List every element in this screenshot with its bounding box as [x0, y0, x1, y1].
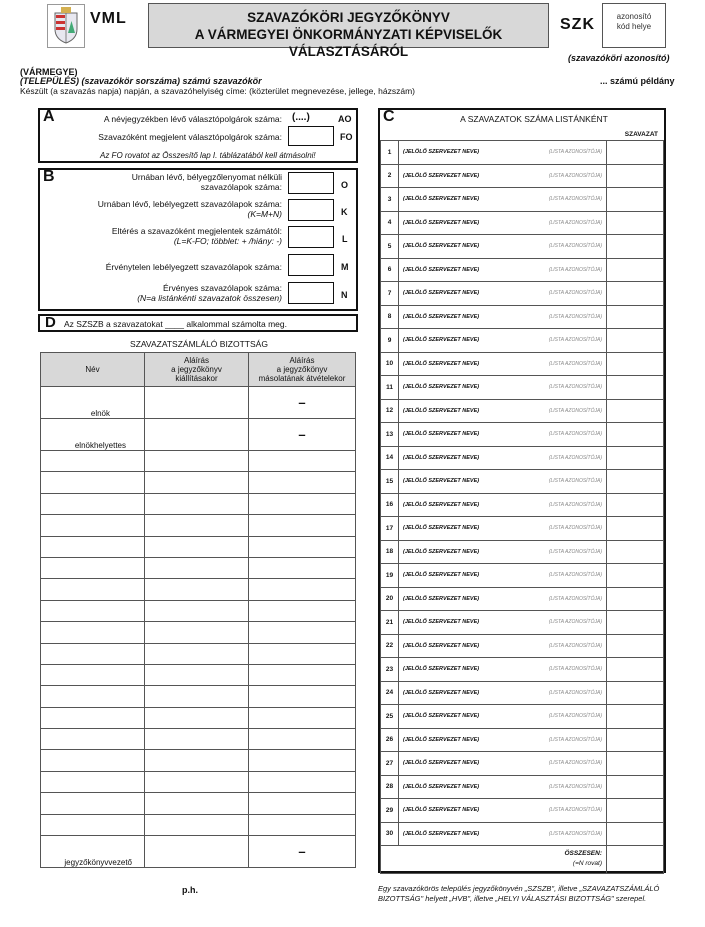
table-row[interactable]	[41, 729, 356, 750]
table-row[interactable]	[41, 814, 356, 835]
list-row-number: 30	[381, 822, 399, 846]
table-row[interactable]	[41, 451, 356, 472]
list-votes-field[interactable]	[607, 423, 664, 447]
list-row-number: 4	[381, 211, 399, 235]
list-row-number: 12	[381, 399, 399, 423]
station-id: (szavazóköri azonosító)	[568, 53, 670, 63]
code-ao: AO	[338, 114, 352, 124]
table-row[interactable]	[41, 493, 356, 514]
list-votes-field[interactable]	[607, 728, 664, 752]
list-row-number: 6	[381, 258, 399, 282]
total-label	[564, 849, 602, 869]
section-c-letter: C	[383, 108, 395, 125]
b-row-m-field[interactable]	[288, 254, 334, 276]
list-row	[381, 188, 664, 212]
list-identifier: (LISTA AZONOSÍTÓJA)	[548, 783, 602, 790]
code-o: O	[341, 180, 349, 190]
table-row	[41, 419, 356, 451]
list-row-number: 18	[381, 540, 399, 564]
list-row	[381, 446, 664, 470]
list-votes-field[interactable]	[607, 775, 664, 799]
section-c-title: A SZAVAZATOK SZÁMA LISTÁNKÉNT	[460, 114, 608, 124]
list-row-number: 27	[381, 752, 399, 776]
section-d	[38, 314, 358, 332]
vice-chair-name[interactable]: elnökhelyettes	[41, 419, 145, 451]
list-row	[381, 352, 664, 376]
total-votes-field[interactable]	[607, 846, 664, 874]
table-row[interactable]	[41, 557, 356, 578]
list-row	[381, 235, 664, 259]
table-row[interactable]	[41, 579, 356, 600]
list-row-org	[399, 376, 607, 400]
list-row-org	[399, 141, 607, 165]
list-row	[381, 493, 664, 517]
list-row-number: 11	[381, 376, 399, 400]
nominating-org-name: (JELÖLŐ SZERVEZET NEVE)	[403, 666, 480, 672]
list-row-number: 19	[381, 564, 399, 588]
list-identifier: (LISTA AZONOSÍTÓJA)	[548, 666, 602, 672]
list-identifier: (LISTA AZONOSÍTÓJA)	[548, 360, 602, 367]
b-row-l-label	[60, 226, 282, 246]
code-box-line-1: azonosító	[616, 12, 652, 21]
nominating-org-name: (JELÖLŐ SZERVEZET NEVE)	[403, 407, 480, 414]
list-row-number: 2	[381, 164, 399, 188]
col-sign-issue	[145, 353, 249, 387]
settlement-line: (TELEPÜLÉS) (szavazókör sorszáma) számú szavazókör	[20, 76, 262, 86]
code-box	[602, 3, 666, 48]
nominating-org-name: (JELÖLŐ SZERVEZET NEVE)	[403, 196, 480, 202]
nominating-org-name: (JELÖLŐ SZERVEZET NEVE)	[403, 360, 480, 367]
list-row-number: 29	[381, 799, 399, 823]
section-b-letter: B	[43, 168, 55, 185]
list-votes-table	[380, 140, 664, 874]
list-votes-field[interactable]	[607, 634, 664, 658]
col-sign-issue-l2: a jegyzőkönyv	[171, 365, 222, 374]
list-row-org	[399, 211, 607, 235]
nominating-org-name: (JELÖLŐ SZERVEZET NEVE)	[403, 290, 480, 296]
nominating-org-name: (JELÖLŐ SZERVEZET NEVE)	[403, 219, 480, 226]
list-identifier: (LISTA AZONOSÍTÓJA)	[548, 501, 602, 508]
list-identifier: (LISTA AZONOSÍTÓJA)	[548, 172, 602, 179]
county-line: (VÁRMEGYE)	[20, 67, 78, 77]
list-votes-field[interactable]	[607, 705, 664, 729]
list-row-number: 3	[381, 188, 399, 212]
committee-title: SZAVAZATSZÁMLÁLÓ BIZOTTSÁG	[130, 339, 268, 349]
list-votes-field[interactable]	[607, 399, 664, 423]
code-box-line-2: kód helye	[616, 22, 652, 31]
list-row-number: 26	[381, 728, 399, 752]
list-votes-field[interactable]	[607, 141, 664, 165]
section-c	[378, 108, 666, 873]
list-row	[381, 470, 664, 494]
list-row-number: 22	[381, 634, 399, 658]
list-votes-field[interactable]	[607, 470, 664, 494]
table-row[interactable]	[41, 771, 356, 792]
col-sign-copy-l3: másolatának átvételekor	[258, 374, 346, 383]
nominating-org-name: (JELÖLŐ SZERVEZET NEVE)	[403, 525, 480, 531]
code-n: N	[341, 290, 348, 300]
table-row[interactable]	[41, 643, 356, 664]
list-row-org	[399, 752, 607, 776]
list-identifier: (LISTA AZONOSÍTÓJA)	[548, 149, 602, 155]
list-identifier: (LISTA AZONOSÍTÓJA)	[548, 619, 602, 625]
table-row[interactable]	[41, 515, 356, 536]
nominating-org-name: (JELÖLŐ SZERVEZET NEVE)	[403, 642, 480, 649]
nominating-org-name: (JELÖLŐ SZERVEZET NEVE)	[403, 431, 480, 437]
table-row[interactable]	[41, 750, 356, 771]
table-row[interactable]	[41, 686, 356, 707]
list-row	[381, 775, 664, 799]
list-row-number: 8	[381, 305, 399, 329]
section-d-text: Az SZSZB a szavazatokat ____ alkalommal számolta meg.	[64, 319, 287, 329]
copy-number: ... számú példány	[600, 76, 675, 86]
section-a-note: Az FO rovatot az Összesítő lap I. táblázatából kell átmásolni!	[100, 151, 316, 160]
list-identifier: (LISTA AZONOSÍTÓJA)	[548, 525, 602, 531]
list-row-org	[399, 681, 607, 705]
list-identifier: (LISTA AZONOSÍTÓJA)	[548, 219, 602, 226]
footnote: Egy szavazókörös település jegyzőkönyvén „SZSZB", illetve „SZAVAZATSZÁMLÁLÓ BIZOTTSÁG" helyett „HVB", illetve „HELYI VÁLASZTÁSI BIZOTTSÁG" szerepel.	[378, 884, 660, 903]
nominating-org-name: (JELÖLŐ SZERVEZET NEVE)	[403, 713, 480, 719]
list-row-number: 15	[381, 470, 399, 494]
list-row-org	[399, 305, 607, 329]
list-identifier: (LISTA AZONOSÍTÓJA)	[548, 478, 602, 484]
list-identifier: (LISTA AZONOSÍTÓJA)	[548, 736, 602, 743]
list-identifier: (LISTA AZONOSÍTÓJA)	[548, 572, 602, 578]
list-row	[381, 423, 664, 447]
nominating-org-name: (JELÖLŐ SZERVEZET NEVE)	[403, 337, 480, 343]
list-row-org	[399, 587, 607, 611]
b-row-k-label	[60, 199, 282, 219]
list-identifier: (LISTA AZONOSÍTÓJA)	[548, 807, 602, 813]
list-row-org	[399, 446, 607, 470]
list-row-number: 28	[381, 775, 399, 799]
nominating-org-name: (JELÖLŐ SZERVEZET NEVE)	[403, 172, 480, 179]
col-sign-copy-l2: a jegyzőkönyv	[276, 365, 328, 374]
list-row	[381, 517, 664, 541]
recorder-name[interactable]: jegyzőkönyvvezető	[41, 836, 145, 868]
nominating-org-name: (JELÖLŐ SZERVEZET NEVE)	[403, 548, 480, 555]
votes-column-label: SZAVAZAT	[624, 131, 658, 138]
list-row-org	[399, 822, 607, 846]
list-row-org	[399, 235, 607, 259]
list-row-org	[399, 705, 607, 729]
nominating-org-name: (JELÖLŐ SZERVEZET NEVE)	[403, 736, 480, 743]
list-row-org	[399, 188, 607, 212]
list-row-org	[399, 329, 607, 353]
nominating-org-name: (JELÖLŐ SZERVEZET NEVE)	[403, 501, 480, 508]
list-identifier: (LISTA AZONOSÍTÓJA)	[548, 337, 602, 343]
code-l: L	[342, 234, 348, 244]
list-votes-field[interactable]	[607, 493, 664, 517]
registered-voters-label: A névjegyzékben lévő választópolgárok száma:	[103, 114, 282, 124]
list-identifier: (LISTA AZONOSÍTÓJA)	[548, 689, 602, 696]
nominating-org-name: (JELÖLŐ SZERVEZET NEVE)	[403, 619, 480, 625]
list-row	[381, 211, 664, 235]
list-identifier: (LISTA AZONOSÍTÓJA)	[548, 760, 602, 766]
vml-label: VML	[90, 10, 127, 27]
list-row-org	[399, 399, 607, 423]
code-k: K	[341, 207, 348, 217]
table-row[interactable]	[41, 472, 356, 493]
b-row-l-field[interactable]	[288, 226, 334, 248]
list-row	[381, 329, 664, 353]
nominating-org-name: (JELÖLŐ SZERVEZET NEVE)	[403, 149, 480, 155]
nominating-org-name: (JELÖLŐ SZERVEZET NEVE)	[403, 313, 480, 320]
table-row[interactable]	[41, 600, 356, 621]
nominating-org-name: (JELÖLŐ SZERVEZET NEVE)	[403, 572, 480, 578]
list-identifier: (LISTA AZONOSÍTÓJA)	[548, 196, 602, 202]
list-votes-field[interactable]	[607, 564, 664, 588]
nominating-org-name: (JELÖLŐ SZERVEZET NEVE)	[403, 760, 480, 766]
list-row	[381, 564, 664, 588]
list-row-number: 14	[381, 446, 399, 470]
col-sign-issue-l1: Aláírás	[184, 356, 209, 365]
vice-chair-sign-copy: –	[249, 419, 356, 451]
list-row-number: 25	[381, 705, 399, 729]
nominating-org-name: (JELÖLŐ SZERVEZET NEVE)	[403, 266, 480, 273]
code-fo: FO	[340, 132, 353, 142]
appeared-voters-label: Szavazóként megjelent választópolgárok száma:	[98, 132, 282, 142]
list-identifier: (LISTA AZONOSÍTÓJA)	[548, 290, 602, 296]
list-votes-field[interactable]	[607, 188, 664, 212]
nominating-org-name: (JELÖLŐ SZERVEZET NEVE)	[403, 478, 480, 484]
list-votes-field[interactable]	[607, 611, 664, 635]
list-row-number: 21	[381, 611, 399, 635]
section-a	[38, 108, 358, 163]
committee-table	[40, 352, 356, 868]
list-votes-field[interactable]	[607, 799, 664, 823]
list-votes-field[interactable]	[607, 587, 664, 611]
total-label-line1: ÖSSZESEN:	[564, 850, 602, 857]
list-row	[381, 587, 664, 611]
list-row-number: 10	[381, 352, 399, 376]
list-row	[381, 540, 664, 564]
list-row-org	[399, 728, 607, 752]
appeared-voters-field[interactable]	[288, 126, 334, 146]
list-identifier: (LISTA AZONOSÍTÓJA)	[548, 313, 602, 320]
b-row-l-label1: Eltérés a szavazóként megjelentek számától:	[111, 226, 282, 236]
section-c-header	[380, 108, 664, 138]
list-row-org	[399, 775, 607, 799]
list-row	[381, 164, 664, 188]
list-row	[381, 822, 664, 846]
b-row-n-label2: (N=a listánkénti szavazatok összesen)	[137, 293, 282, 303]
list-identifier: (LISTA AZONOSÍTÓJA)	[548, 548, 602, 555]
list-row	[381, 752, 664, 776]
list-row-org	[399, 258, 607, 282]
list-row-org	[399, 423, 607, 447]
list-row-number: 1	[381, 141, 399, 165]
list-row	[381, 634, 664, 658]
nominating-org-name: (JELÖLŐ SZERVEZET NEVE)	[403, 454, 480, 461]
section-a-letter: A	[43, 108, 55, 125]
list-row-org	[399, 493, 607, 517]
total-label-line2: (=N rovat)	[572, 860, 602, 867]
list-row	[381, 399, 664, 423]
b-row-o-label	[60, 172, 282, 192]
list-votes-field[interactable]	[607, 681, 664, 705]
list-row-number: 5	[381, 235, 399, 259]
table-row[interactable]	[41, 707, 356, 728]
b-row-l-label2: (L=K-FO; többlet: + /hiány: -)	[173, 236, 282, 246]
list-votes-field[interactable]	[607, 164, 664, 188]
chair-sign-issue[interactable]	[145, 387, 249, 419]
list-row	[381, 728, 664, 752]
crest-icon	[51, 7, 81, 45]
recorder-sign-issue[interactable]	[145, 836, 249, 868]
nominating-org-name: (JELÖLŐ SZERVEZET NEVE)	[403, 783, 480, 790]
nominating-org-name: (JELÖLŐ SZERVEZET NEVE)	[403, 243, 480, 249]
table-row	[41, 387, 356, 419]
list-row-number: 20	[381, 587, 399, 611]
total-label-cell	[381, 846, 607, 874]
total-row	[381, 846, 664, 874]
b-row-n-field[interactable]	[288, 282, 334, 304]
list-identifier: (LISTA AZONOSÍTÓJA)	[548, 431, 602, 437]
list-row	[381, 376, 664, 400]
b-row-k-field[interactable]	[288, 199, 334, 221]
list-row-org	[399, 564, 607, 588]
b-row-n-label1: Érvényes szavazólapok száma:	[162, 283, 282, 293]
title-line-1: SZAVAZÓKÖRI JEGYZŐKÖNYV	[247, 10, 450, 25]
col-name: Név	[41, 353, 145, 387]
list-identifier: (LISTA AZONOSÍTÓJA)	[548, 266, 602, 273]
chair-sign-copy: –	[249, 387, 356, 419]
coat-of-arms-logo	[47, 4, 85, 48]
title-line-2: A VÁRMEGYEI ÖNKORMÁNYZATI KÉPVISELŐK VÁLASZTÁSÁRÓL	[194, 27, 503, 59]
list-row-org	[399, 470, 607, 494]
list-row	[381, 258, 664, 282]
list-identifier: (LISTA AZONOSÍTÓJA)	[548, 454, 602, 461]
list-votes-field[interactable]	[607, 658, 664, 682]
list-votes-field[interactable]	[607, 329, 664, 353]
list-votes-field[interactable]	[607, 235, 664, 259]
list-row-org	[399, 611, 607, 635]
list-identifier: (LISTA AZONOSÍTÓJA)	[548, 713, 602, 719]
list-row-org	[399, 164, 607, 188]
list-identifier: (LISTA AZONOSÍTÓJA)	[548, 384, 602, 390]
list-row	[381, 799, 664, 823]
table-row[interactable]	[41, 793, 356, 814]
list-votes-field[interactable]	[607, 258, 664, 282]
list-votes-field[interactable]	[607, 540, 664, 564]
list-row	[381, 282, 664, 306]
section-b	[38, 168, 358, 311]
code-m: M	[341, 262, 349, 272]
list-votes-field[interactable]	[607, 376, 664, 400]
list-identifier: (LISTA AZONOSÍTÓJA)	[548, 243, 602, 249]
b-row-o-field[interactable]	[288, 172, 334, 194]
section-d-letter: D	[45, 314, 56, 331]
list-votes-field[interactable]	[607, 305, 664, 329]
list-row	[381, 681, 664, 705]
list-row-org	[399, 540, 607, 564]
b-row-o-label1: Urnában lévő, bélyegzőlenyomat nélküli	[131, 172, 282, 182]
nominating-org-name: (JELÖLŐ SZERVEZET NEVE)	[403, 595, 480, 602]
list-votes-field[interactable]	[607, 752, 664, 776]
b-row-k-label2: (K=M+N)	[247, 209, 282, 219]
recorder-sign-copy: –	[249, 836, 356, 868]
list-row	[381, 658, 664, 682]
made-line: Készült (a szavazás napja) napján, a szavazóhelyiség címe: (közterület megnevezése, jellege, házszám)	[20, 86, 415, 96]
list-row	[381, 141, 664, 165]
b-row-o-label2: szavazólapok száma:	[200, 182, 282, 192]
list-row	[381, 611, 664, 635]
list-row	[381, 705, 664, 729]
registered-voters-value: (....)	[292, 112, 310, 123]
list-row-number: 17	[381, 517, 399, 541]
list-identifier: (LISTA AZONOSÍTÓJA)	[548, 407, 602, 414]
list-row-number: 16	[381, 493, 399, 517]
list-row-org	[399, 282, 607, 306]
col-sign-issue-l3: kiállításakor	[175, 374, 218, 383]
table-row[interactable]	[41, 622, 356, 643]
list-votes-field[interactable]	[607, 282, 664, 306]
col-sign-copy-l1: Aláírás	[289, 356, 315, 365]
list-votes-field[interactable]	[607, 446, 664, 470]
list-votes-field[interactable]	[607, 352, 664, 376]
form-title	[148, 3, 549, 59]
nominating-org-name: (JELÖLŐ SZERVEZET NEVE)	[403, 384, 480, 390]
list-row-number: 9	[381, 329, 399, 353]
list-row-org	[399, 799, 607, 823]
list-row	[381, 305, 664, 329]
nominating-org-name: (JELÖLŐ SZERVEZET NEVE)	[403, 830, 480, 837]
list-identifier: (LISTA AZONOSÍTÓJA)	[548, 595, 602, 602]
list-row-number: 7	[381, 282, 399, 306]
col-sign-copy	[249, 353, 356, 387]
list-row-number: 24	[381, 681, 399, 705]
list-votes-field[interactable]	[607, 211, 664, 235]
list-row-org	[399, 352, 607, 376]
list-identifier: (LISTA AZONOSÍTÓJA)	[548, 642, 602, 649]
table-row[interactable]	[41, 664, 356, 685]
list-row-number: 23	[381, 658, 399, 682]
nominating-org-name: (JELÖLŐ SZERVEZET NEVE)	[403, 689, 480, 696]
b-row-m-label: Érvénytelen lebélyegzett szavazólapok száma:	[105, 262, 282, 272]
list-identifier: (LISTA AZONOSÍTÓJA)	[548, 830, 602, 837]
list-row-org	[399, 658, 607, 682]
list-votes-field[interactable]	[607, 517, 664, 541]
table-row	[41, 836, 356, 868]
chair-name[interactable]: elnök	[41, 387, 145, 419]
list-row-org	[399, 517, 607, 541]
szk-label: SZK	[560, 16, 595, 33]
list-row-org	[399, 634, 607, 658]
table-row[interactable]	[41, 536, 356, 557]
list-row-number: 13	[381, 423, 399, 447]
b-row-n-label	[60, 283, 282, 303]
nominating-org-name: (JELÖLŐ SZERVEZET NEVE)	[403, 807, 480, 813]
list-votes-field[interactable]	[607, 822, 664, 846]
b-row-k-label1: Urnában lévő, lebélyegzett szavazólapok száma:	[97, 199, 282, 209]
vice-chair-sign-issue[interactable]	[145, 419, 249, 451]
seal-placeholder: p.h.	[182, 885, 198, 895]
